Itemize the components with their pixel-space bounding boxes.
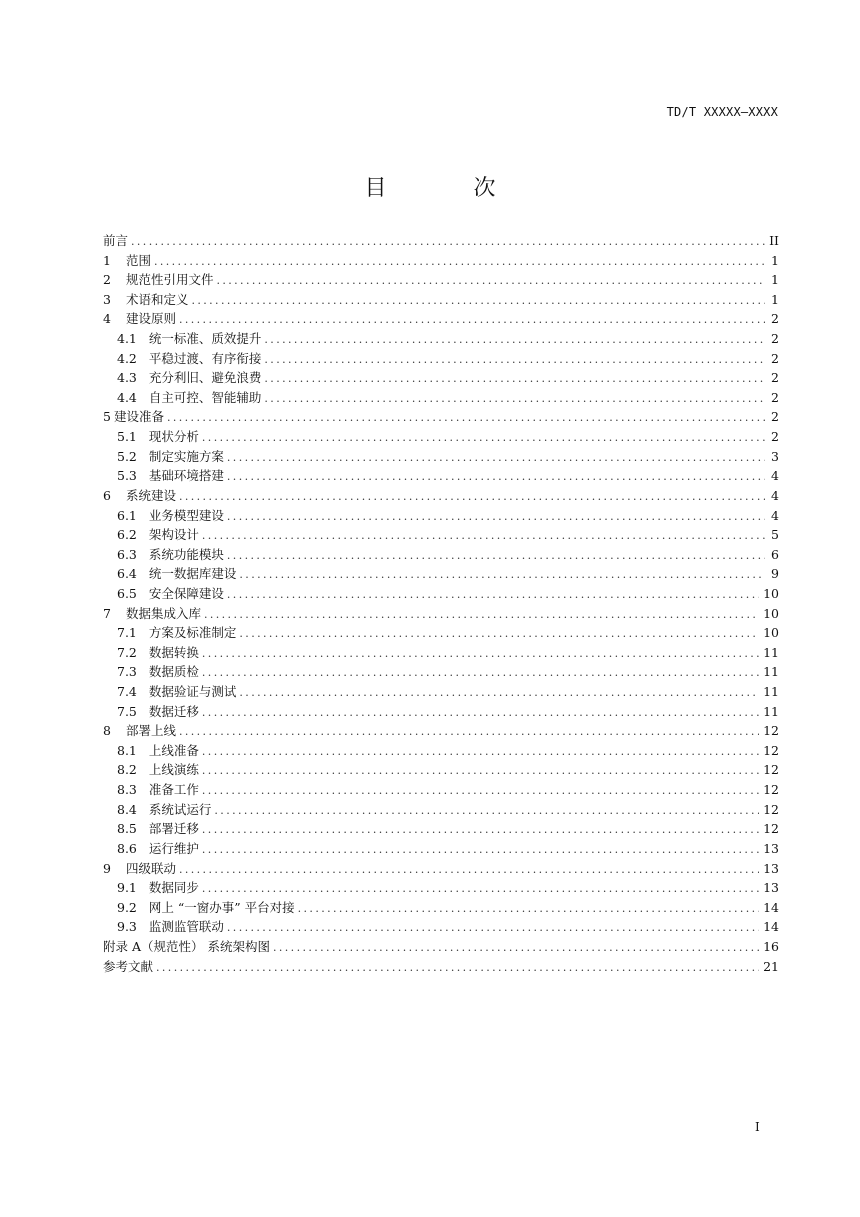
toc-entry-page: 11 [763, 684, 779, 700]
toc-entry-text: 系统试运行 [148, 801, 212, 817]
table-of-contents [103, 231, 779, 976]
toc-entry[interactable] [103, 309, 779, 329]
toc-entry[interactable] [103, 859, 779, 879]
toc-entry-text: 制定实施方案 [148, 448, 224, 464]
toc-entry-label [103, 604, 201, 622]
toc-entry[interactable] [103, 486, 779, 506]
toc-entry-page: 10 [763, 585, 779, 601]
toc-entry-number: 4 [103, 311, 111, 327]
toc-entry-page: 11 [763, 644, 779, 660]
toc-entry-label [117, 800, 211, 818]
toc-entry[interactable] [103, 702, 779, 722]
toc-entry-number: 6 [103, 487, 111, 503]
toc-leader-dots [202, 882, 759, 895]
toc-entry-text: 数据集成入库 [125, 605, 201, 621]
toc-entry-page: 9 [771, 566, 779, 582]
toc-entry-label [117, 329, 261, 347]
toc-entry-text: 参考文献 [103, 958, 154, 974]
toc-entry-label [103, 859, 176, 877]
toc-entry-page: 21 [763, 958, 779, 974]
toc-leader-dots [216, 274, 765, 287]
toc-entry-text: 统一数据库建设 [148, 566, 237, 582]
toc-leader-dots [264, 333, 765, 346]
toc-entry-page: 6 [771, 546, 779, 562]
toc-entry-label [103, 486, 176, 504]
toc-entry-text: 方案及标准制定 [148, 625, 237, 641]
toc-entry-text: 充分利旧、避免浪费 [148, 370, 262, 386]
toc-entry-page: 13 [763, 860, 779, 876]
toc-leader-dots [202, 764, 759, 777]
toc-entry-text: 建设准备 [113, 409, 164, 425]
toc-entry-label [117, 662, 199, 680]
toc-entry-page: 1 [771, 252, 779, 268]
toc-entry[interactable] [103, 721, 779, 741]
toc-entry[interactable] [103, 800, 779, 820]
toc-entry[interactable] [103, 349, 779, 369]
toc-entry-number: 8 [103, 723, 111, 739]
toc-leader-dots [191, 294, 765, 307]
toc-leader-dots [204, 608, 759, 621]
toc-entry-page: 4 [771, 468, 779, 484]
toc-entry-page: II [769, 233, 779, 248]
toc-entry-number: 6.2 [117, 527, 137, 543]
toc-leader-dots [239, 686, 759, 699]
toc-entry-text: 架构设计 [148, 527, 199, 543]
toc-entry[interactable] [103, 270, 779, 290]
toc-leader-dots [179, 313, 765, 326]
toc-entry-text: 基础环境搭建 [148, 468, 224, 484]
toc-entry-page: 2 [771, 389, 779, 405]
toc-entry-label [103, 270, 213, 288]
toc-entry-number: 6.3 [117, 546, 137, 562]
toc-leader-dots [298, 902, 759, 915]
toc-entry-number: 3 [103, 291, 111, 307]
toc-leader-dots [202, 647, 759, 660]
toc-entry[interactable] [103, 819, 779, 839]
toc-leader-dots [214, 804, 759, 817]
toc-entry-label [117, 702, 199, 720]
toc-leader-dots [227, 451, 765, 464]
toc-entry-page: 12 [763, 762, 779, 778]
toc-entry-text: 数据迁移 [148, 703, 199, 719]
toc-entry-label [117, 564, 236, 582]
toc-entry-label [117, 643, 199, 661]
toc-entry-page: 12 [763, 742, 779, 758]
toc-leader-dots [202, 823, 759, 836]
toc-entry[interactable] [103, 682, 779, 702]
toc-entry-page: 1 [771, 291, 779, 307]
toc-entry-label [117, 506, 224, 524]
toc-entry[interactable] [103, 878, 779, 898]
toc-entry-label [103, 721, 176, 739]
toc-entry-number: 7.5 [117, 703, 137, 719]
toc-entry[interactable] [103, 427, 779, 447]
toc-entry[interactable] [103, 643, 779, 663]
toc-entry-number: 8.1 [117, 742, 137, 758]
toc-entry-text: 部署上线 [125, 723, 176, 739]
page-number: I [755, 1120, 760, 1134]
toc-entry[interactable] [103, 251, 779, 271]
toc-entry-number: 8.6 [117, 840, 137, 856]
toc-entry[interactable] [103, 564, 779, 584]
toc-entry-text: 数据验证与测试 [148, 684, 237, 700]
toc-entry-text: 自主可控、智能辅助 [148, 389, 262, 405]
toc-entry[interactable] [103, 957, 779, 977]
toc-entry-page: 12 [763, 801, 779, 817]
toc-entry-label [103, 251, 151, 269]
toc-entry[interactable] [103, 525, 779, 545]
toc-entry-text: 业务模型建设 [148, 507, 224, 523]
toc-entry-page: 3 [771, 448, 779, 464]
toc-leader-dots [227, 470, 765, 483]
toc-leader-dots [202, 745, 759, 758]
toc-entry[interactable] [103, 466, 779, 486]
toc-entry-page: 4 [771, 487, 779, 503]
toc-entry-label [117, 839, 199, 857]
toc-leader-dots [202, 784, 759, 797]
toc-entry-number: 8.5 [117, 821, 137, 837]
toc-entry-number: 7.2 [117, 644, 137, 660]
toc-entry-page: 13 [763, 840, 779, 856]
toc-entry[interactable] [103, 917, 779, 937]
toc-entry[interactable] [103, 506, 779, 526]
toc-entry[interactable] [103, 662, 779, 682]
toc-leader-dots [156, 961, 759, 974]
toc-entry[interactable] [103, 898, 779, 918]
toc-entry-number: 7 [103, 605, 111, 621]
toc-entry-number: 8.2 [117, 762, 137, 778]
toc-leader-dots [227, 921, 759, 934]
toc-entry-number: 7.3 [117, 664, 137, 680]
toc-entry-label [103, 309, 176, 327]
toc-entry-page: 10 [763, 605, 779, 621]
toc-entry-number: 2 [103, 272, 111, 288]
toc-entry-number: 7.1 [117, 625, 137, 641]
toc-entry-label [103, 407, 164, 425]
toc-leader-dots [264, 372, 765, 385]
toc-entry-page: 2 [771, 429, 779, 445]
toc-entry-page: 2 [771, 311, 779, 327]
toc-entry-label [117, 682, 236, 700]
toc-leader-dots [179, 863, 759, 876]
toc-entry-text: 统一标准、质效提升 [148, 331, 262, 347]
toc-entry-label [117, 741, 199, 759]
toc-entry-label [117, 525, 199, 543]
toc-entry-text: 部署迁移 [148, 821, 199, 837]
toc-entry-label [117, 349, 261, 367]
toc-entry-text: 数据质检 [148, 664, 199, 680]
toc-entry-text: 术语和定义 [125, 291, 189, 307]
toc-entry-label [117, 427, 199, 445]
toc-leader-dots [202, 706, 759, 719]
toc-entry-label [103, 231, 128, 249]
toc-entry-text: 系统功能模块 [148, 546, 224, 562]
toc-leader-dots [264, 353, 765, 366]
toc-entry-label [117, 368, 261, 386]
toc-leader-dots [179, 725, 759, 738]
toc-leader-dots [273, 941, 759, 954]
toc-entry-text: 建设原则 [125, 311, 176, 327]
toc-entry-number: 6.1 [117, 507, 137, 523]
toc-entry-number: 8.4 [117, 801, 137, 817]
toc-entry-text: 数据转换 [148, 644, 199, 660]
toc-entry[interactable] [103, 937, 779, 957]
toc-entry-text: 范围 [125, 252, 151, 268]
toc-entry-text: 系统建设 [125, 487, 176, 503]
toc-entry[interactable] [103, 231, 779, 251]
toc-entry-label [117, 760, 199, 778]
toc-leader-dots [167, 411, 765, 424]
toc-entry-number: 4.1 [117, 331, 137, 347]
toc-leader-dots [264, 392, 765, 405]
toc-entry[interactable] [103, 623, 779, 643]
toc-entry-page: 12 [763, 723, 779, 739]
toc-entry-page: 2 [771, 331, 779, 347]
toc-entry[interactable] [103, 388, 779, 408]
toc-entry-page: 4 [771, 507, 779, 523]
toc-entry-label [103, 937, 270, 955]
toc-entry-number: 5 [103, 409, 111, 425]
toc-entry-text: 数据同步 [148, 880, 199, 896]
toc-leader-dots [227, 510, 765, 523]
toc-leader-dots [154, 255, 765, 268]
toc-entry[interactable] [103, 545, 779, 565]
toc-leader-dots [227, 588, 759, 601]
toc-entry-number: 5.1 [117, 429, 137, 445]
toc-entry-page: 12 [763, 782, 779, 798]
toc-entry-number: 4.2 [117, 350, 137, 366]
toc-entry-page: 2 [771, 350, 779, 366]
toc-entry-text: 运行维护 [148, 840, 199, 856]
toc-entry-text: 附录 A（规范性） 系统架构图 [103, 938, 270, 954]
toc-entry[interactable] [103, 839, 779, 859]
toc-entry-text: 四级联动 [125, 860, 176, 876]
toc-leader-dots [239, 568, 765, 581]
toc-entry-page: 5 [771, 527, 779, 543]
toc-leader-dots [131, 235, 765, 248]
toc-entry[interactable] [103, 447, 779, 467]
toc-leader-dots [202, 529, 765, 542]
toc-entry-text: 安全保障建设 [148, 585, 224, 601]
toc-entry-number: 4.3 [117, 370, 137, 386]
toc-entry-text: 上线演练 [148, 762, 199, 778]
toc-entry[interactable] [103, 329, 779, 349]
toc-entry-label [117, 545, 224, 563]
toc-entry-label [117, 584, 224, 602]
toc-entry-page: 14 [763, 919, 779, 935]
toc-entry-label [117, 819, 199, 837]
toc-entry-number: 9.1 [117, 880, 137, 896]
toc-entry[interactable] [103, 760, 779, 780]
toc-entry-page: 11 [763, 664, 779, 680]
toc-entry-number: 4.4 [117, 389, 137, 405]
toc-entry-text: 监测监管联动 [148, 919, 224, 935]
document-code: TD/T XXXXX—XXXX [666, 105, 778, 119]
toc-entry-text: 上线准备 [148, 742, 199, 758]
toc-entry-number: 5.3 [117, 468, 137, 484]
toc-entry-number: 9.3 [117, 919, 137, 935]
toc-leader-dots [239, 627, 759, 640]
toc-leader-dots [202, 843, 759, 856]
toc-entry[interactable] [103, 290, 779, 310]
toc-entry-text: 准备工作 [148, 782, 199, 798]
toc-leader-dots [202, 431, 765, 444]
toc-entry-label [117, 447, 224, 465]
toc-entry-label [117, 388, 261, 406]
toc-entry-label [117, 898, 295, 916]
toc-entry[interactable] [103, 584, 779, 604]
toc-entry-number: 5.2 [117, 448, 137, 464]
toc-entry-number: 9 [103, 860, 111, 876]
toc-entry-label [103, 957, 153, 975]
toc-entry-text: 平稳过渡、有序衔接 [148, 350, 262, 366]
toc-entry-number: 9.2 [117, 899, 137, 915]
toc-entry-page: 10 [763, 625, 779, 641]
toc-entry-number: 8.3 [117, 782, 137, 798]
toc-leader-dots [227, 549, 765, 562]
toc-entry-page: 1 [771, 272, 779, 288]
toc-entry[interactable] [103, 780, 779, 800]
toc-entry-page: 12 [763, 821, 779, 837]
toc-entry-text: 网上 “一窗办事” 平台对接 [148, 899, 295, 915]
toc-entry-page: 2 [771, 370, 779, 386]
toc-leader-dots [179, 490, 765, 503]
toc-entry-label [117, 917, 224, 935]
page-title: 目 次 [364, 176, 536, 201]
toc-entry-label [117, 623, 236, 641]
toc-entry-number: 6.4 [117, 566, 137, 582]
toc-entry-text: 现状分析 [148, 429, 199, 445]
toc-entry-page: 11 [763, 703, 779, 719]
toc-entry-page: 2 [771, 409, 779, 425]
toc-entry-page: 14 [763, 899, 779, 915]
toc-entry[interactable] [103, 407, 779, 427]
toc-entry-label [103, 290, 188, 308]
toc-entry-page: 13 [763, 880, 779, 896]
toc-entry-number: 7.4 [117, 684, 137, 700]
toc-entry-label [117, 780, 199, 798]
toc-entry-number: 1 [103, 252, 111, 268]
toc-entry[interactable] [103, 368, 779, 388]
toc-entry-page: 16 [763, 938, 779, 954]
toc-entry[interactable] [103, 741, 779, 761]
toc-entry-label [117, 466, 224, 484]
toc-entry-number: 6.5 [117, 585, 137, 601]
toc-leader-dots [202, 666, 759, 679]
toc-entry-label [117, 878, 199, 896]
toc-entry[interactable] [103, 604, 779, 624]
toc-entry-text: 前言 [103, 233, 129, 248]
toc-entry-text: 规范性引用文件 [125, 272, 214, 288]
